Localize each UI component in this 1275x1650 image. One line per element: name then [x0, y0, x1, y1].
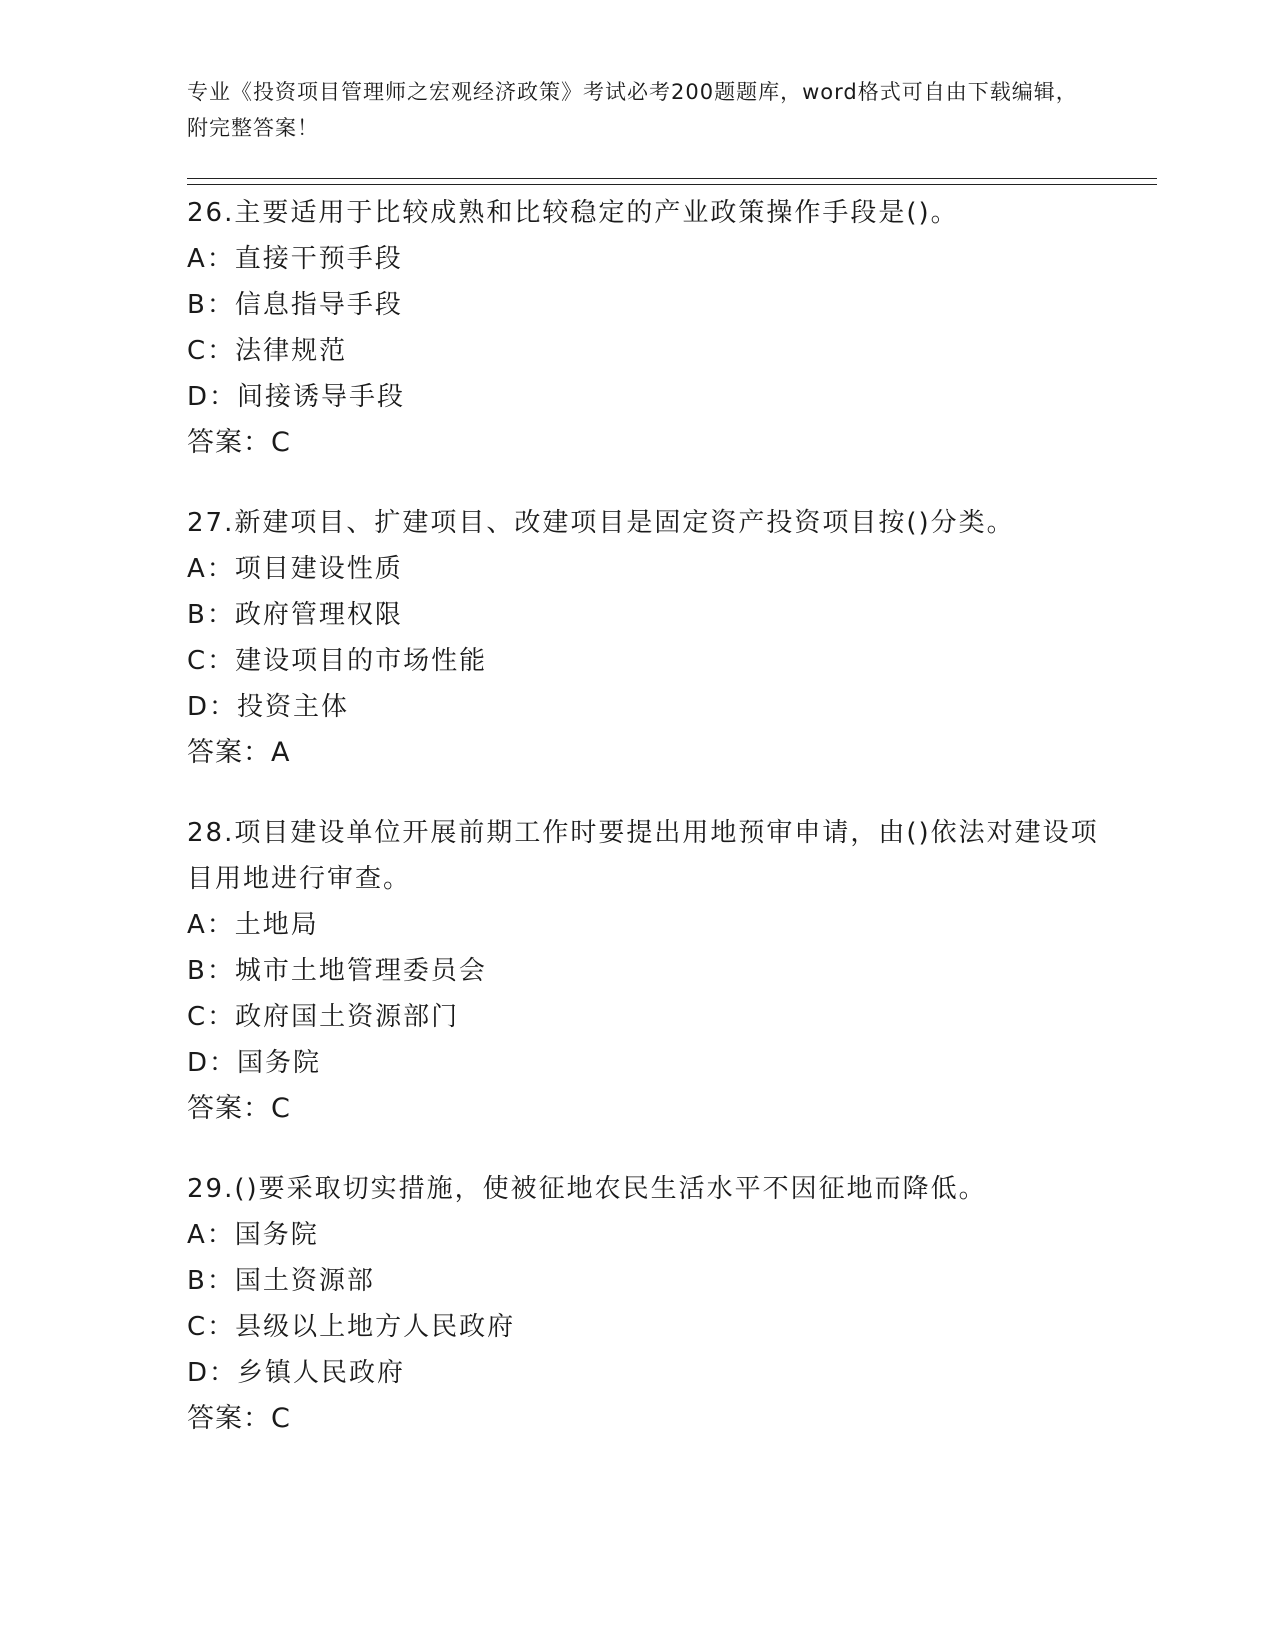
option-d: D：投资主体 [187, 692, 350, 722]
option-a: A：国务院 [187, 1220, 319, 1250]
option-c: C：县级以上地方人民政府 [187, 1312, 516, 1342]
header-divider [187, 178, 1157, 185]
question-stem: 29.()要采取切实措施，使被征地农民生活水平不因征地而降低。 [187, 1174, 987, 1204]
question-stem: 26.主要适用于比较成熟和比较稳定的产业政策操作手段是()。 [187, 198, 959, 228]
option-c: C：法律规范 [187, 336, 348, 366]
question-stem: 28.项目建设单位开展前期工作时要提出用地预审申请，由()依法对建设项目用地进行审查。 [187, 818, 1099, 894]
option-a: A：项目建设性质 [187, 554, 403, 584]
answer-line: 答案：C [187, 1403, 291, 1434]
option-b: B：政府管理权限 [187, 600, 403, 630]
answer-line: 答案：A [187, 737, 291, 768]
option-c: C：政府国土资源部门 [187, 1002, 460, 1032]
question-list [187, 190, 1107, 1476]
question-item [187, 810, 1107, 1132]
document-header: 专业《投资项目管理师之宏观经济政策》考试必考200题题库，word格式可自由下载编辑，附完整答案！ [187, 80, 1078, 140]
option-b: B：信息指导手段 [187, 290, 403, 320]
option-d: D：国务院 [187, 1048, 322, 1078]
option-a: A：土地局 [187, 910, 319, 940]
question-item [187, 500, 1107, 776]
option-b: B：国土资源部 [187, 1266, 375, 1296]
option-d: D：乡镇人民政府 [187, 1358, 406, 1388]
option-c: C：建设项目的市场性能 [187, 646, 488, 676]
option-b: B：城市土地管理委员会 [187, 956, 487, 986]
question-item [187, 190, 1107, 466]
question-item [187, 1166, 1107, 1442]
question-stem: 27.新建项目、扩建项目、改建项目是固定资产投资项目按()分类。 [187, 508, 1015, 538]
answer-line: 答案：C [187, 427, 291, 458]
option-d: D：间接诱导手段 [187, 382, 406, 412]
answer-line: 答案：C [187, 1093, 291, 1124]
option-a: A：直接干预手段 [187, 244, 403, 274]
